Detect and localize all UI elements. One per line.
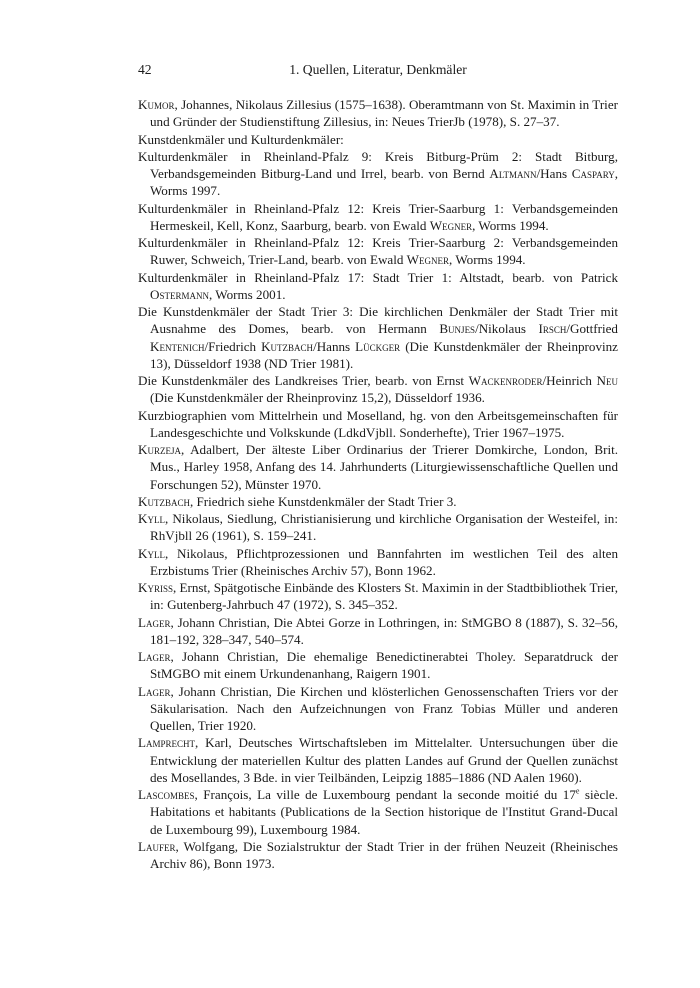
bibliography-entry — [138, 441, 618, 493]
entry-author: Lager — [138, 649, 171, 664]
bibliography-entry — [138, 372, 618, 407]
bibliography-entry — [138, 510, 618, 545]
entry-text: , Johannes, Nikolaus Zillesius (1575–1638). Oberamtmann von St. Maximin in Trier und Gründer der Studienstiftung Zillesius, in: Neues TrierJb (1978), S. 27–37. — [150, 97, 618, 130]
running-title: 1. Quellen, Literatur, Denkmäler — [289, 62, 467, 77]
entry-text: , Karl, Deutsches Wirtschaftsleben im Mittelalter. Untersuchungen über die Entwicklung der materiellen Kultur des platten Landes auf Grund der Quellen zunächst des Mosellandes, 3 Bde. in vier Teilbänden, Leipzig 1885–1886 (ND Aalen 1960). — [150, 735, 618, 785]
bibliography-entry — [138, 786, 618, 838]
entry-author: Lamprecht — [138, 735, 196, 751]
bibliography-entry — [138, 579, 618, 614]
bibliography-entry — [138, 269, 618, 304]
bibliography-entry — [138, 200, 618, 235]
bibliography-entry — [138, 96, 618, 131]
bibliography-entry — [138, 734, 618, 786]
bibliography-entry — [138, 303, 618, 372]
bibliography-list — [138, 96, 618, 872]
running-header — [138, 62, 618, 80]
entry-author: Lager — [138, 683, 171, 699]
entry-author: Kurzeja — [138, 442, 181, 457]
bibliography-entry — [138, 838, 618, 873]
entry-author: Laufer — [138, 838, 176, 854]
entry-text: Kulturdenkmäler in Rheinland-Pfalz 12: Kreis Trier-Saarburg 2: Verbandsgemeinden Ruwer, Schweich, Trier-Land, bearb. von Ewald Wegner, Worms 1994. — [138, 235, 618, 268]
entry-author: Kyriss — [138, 580, 173, 595]
entry-text: , Johann Christian, Die ehemalige Benedictinerabtei Tholey. Separatdruck der StMGBO mit einem Urkundenanhang, Raigern 1901. — [150, 649, 618, 682]
entry-text: Die Kunstdenkmäler der Stadt Trier 3: Die kirchlichen Denkmäler der Stadt Trier mit Ausnahme des Domes, bearb. von Hermann Bunjes/Nikolaus Irsch/Gottfried Kentenich/Friedrich Kutzbach/Hanns Lückger (Die Kunstdenkmäler der Rheinprovinz 13), Düsseldorf 1938 (ND Trier 1981). — [138, 304, 618, 371]
entry-text: , Johann Christian, Die Abtei Gorze in Lothringen, in: StMGBO 8 (1887), S. 32–56, 181–192, 328–347, 540–574. — [150, 614, 618, 647]
entry-author: Lascombes — [138, 787, 195, 802]
entry-text: , Adalbert, Der älteste Liber Ordinarius der Trierer Domkirche, London, Brit. Mus., Harley 1958, Anfang des 14. Jahrhunderts (Liturgiewissenschaftliche Quellen und Forschungen 52), Münster 1970. — [150, 442, 618, 492]
entry-text: Kurzbiographien vom Mittelrhein und Moselland, hg. von den Arbeitsgemeinschaften für Landesgeschichte und Volkskunde (LdkdVjbll. Sonderhefte), Trier 1967–1975. — [138, 407, 618, 440]
entry-author: Kyll — [138, 511, 165, 526]
bibliography-entry — [138, 545, 618, 580]
bibliography-entry — [138, 614, 618, 649]
entry-author: Lager — [138, 614, 171, 630]
bibliography-entry — [138, 148, 618, 200]
bibliography-entry — [138, 493, 618, 510]
bibliography-entry — [138, 407, 618, 442]
bibliography-entry — [138, 648, 618, 683]
entry-text: , Friedrich siehe Kunstdenkmäler der Stadt Trier 3. — [189, 493, 457, 509]
entry-text: siècle. Habitations et habitants (Publications de la Section historique de l'Institut Grand-Ducal de Luxembourg 99), Luxembourg 1984. — [150, 787, 619, 837]
entry-text: , Johann Christian, Die Kirchen und klösterlichen Genossenschaften Triers vor der Säkularisation. Nach den Aufzeichnungen von Franz Tobias Müller und anderen Quellen, Trier 1920. — [150, 683, 618, 733]
bibliography-entry — [138, 131, 618, 148]
page — [138, 62, 618, 872]
entry-text: Kulturdenkmäler in Rheinland-Pfalz 9: Kreis Bitburg-Prüm 2: Stadt Bitburg, Verbandsgemeinden Bitburg-Land und Irrel, bearb. von Bernd Altmann/Hans Caspary, Worms 1997. — [138, 148, 618, 199]
entry-text: , Ernst, Spätgotische Einbände des Klosters St. Maximin in der Stadtbibliothek Trier, in: Gutenberg-Jahrbuch 47 (1972), S. 345–352. — [150, 580, 618, 613]
entry-author: Kyll — [138, 545, 165, 561]
entry-text: , Nikolaus, Siedlung, Christianisierung und kirchliche Organisation der Westeifel, in: RhVjbll 26 (1961), S. 159–241. — [150, 511, 618, 544]
entry-text: , Wolfgang, Die Sozialstruktur der Stadt Trier in der frühen Neuzeit (Rheinisches Archiv 86), Bonn 1973. — [150, 838, 618, 871]
bibliography-entry — [138, 683, 618, 735]
entry-text: Kunstdenkmäler und Kulturdenkmäler: — [138, 131, 344, 147]
entry-author: Kutzbach — [138, 493, 190, 509]
bibliography-entry — [138, 234, 618, 269]
entry-text: , François, La ville de Luxembourg pendant la seconde moitié du 17 — [194, 787, 576, 802]
entry-text: Die Kunstdenkmäler des Landkreises Trier, bearb. von Ernst Wackenroder/Heinrich Neu (Die Kunstdenkmäler der Rheinprovinz 15,2), Düsseldorf 1936. — [138, 373, 618, 406]
entry-text: Kulturdenkmäler in Rheinland-Pfalz 17: Stadt Trier 1: Altstadt, bearb. von Patrick Ostermann, Worms 2001. — [138, 269, 618, 302]
page-number: 42 — [138, 62, 152, 77]
entry-author: Kumor — [138, 97, 175, 112]
entry-superscript: e — [575, 786, 580, 796]
entry-text: Kulturdenkmäler in Rheinland-Pfalz 12: Kreis Trier-Saarburg 1: Verbandsgemeinden Hermeskeil, Kell, Konz, Saarburg, bearb. von Ewald Wegner, Worms 1994. — [138, 200, 618, 233]
entry-text: , Nikolaus, Pflichtprozessionen und Bannfahrten im westlichen Teil des alten Erzbistums Trier (Rheinisches Archiv 57), Bonn 1962. — [150, 545, 618, 578]
